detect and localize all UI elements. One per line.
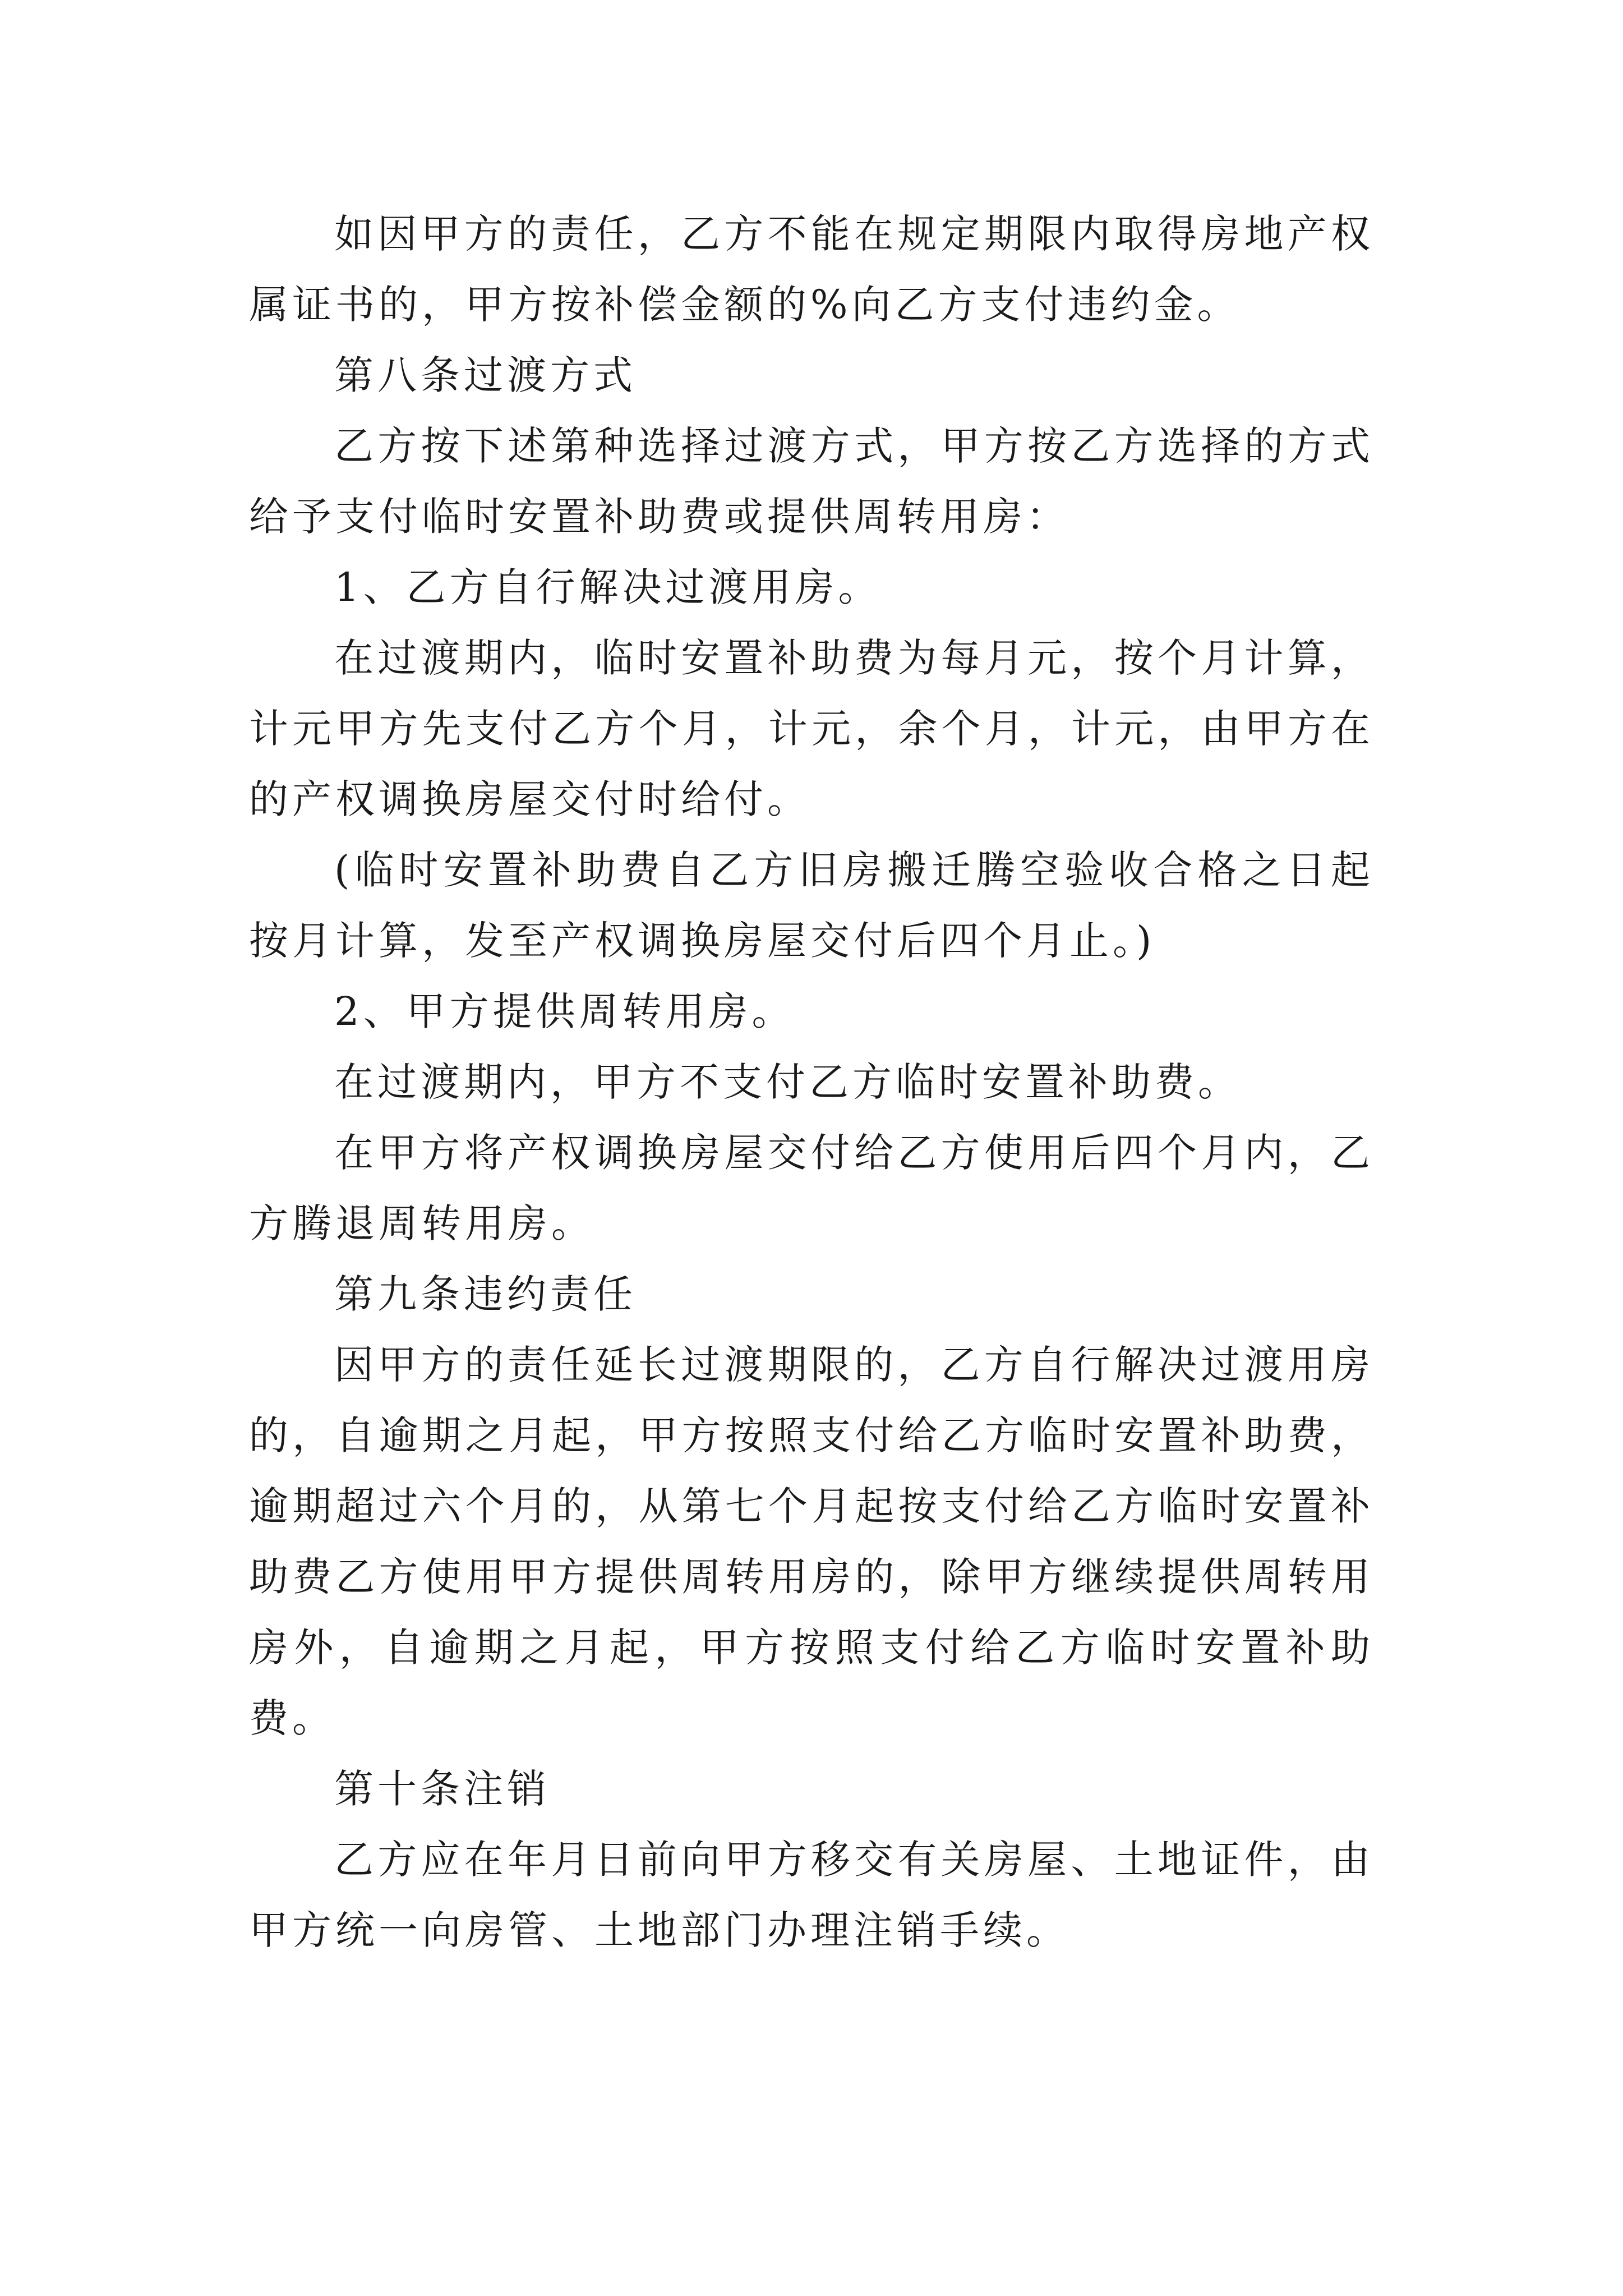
heading-article-9: 第九条违约责任 bbox=[334, 1271, 637, 1317]
paragraph-no-subsidy: 在过渡期内，甲方不支付乙方临时安置补助费。 bbox=[334, 1059, 1241, 1105]
paragraph-subsidy-amount: 在过渡期内，临时安置补助费为每月元，按个月计算，计元甲方先支付乙方个月，计元，余个月，计元，由甲方在的产权调换房屋交付时给付。 bbox=[249, 635, 1374, 822]
paragraph-cancellation: 乙方应在年月日前向甲方移交有关房屋、土地证件，由甲方统一向房管、土地部门办理注销手续。 bbox=[249, 1837, 1374, 1953]
paragraph-option-1: 1、乙方自行解决过渡用房。 bbox=[334, 564, 882, 610]
paragraph-vacate-housing: 在甲方将产权调换房屋交付给乙方使用后四个月内，乙方腾退周转用房。 bbox=[249, 1130, 1374, 1246]
heading-article-8: 第八条过渡方式 bbox=[334, 352, 637, 398]
paragraph-transition-choice: 乙方按下述第种选择过渡方式，甲方按乙方选择的方式给予支付临时安置补助费或提供周转用房： bbox=[249, 423, 1374, 540]
paragraph-penalty-certificate: 如因甲方的责任，乙方不能在规定期限内取得房地产权属证书的，甲方按补偿金额的%向乙方支付违约金。 bbox=[249, 211, 1374, 328]
paragraph-breach-liability: 因甲方的责任延长过渡期限的，乙方自行解决过渡用房的，自逾期之月起，甲方按照支付给乙方临时安置补助费，逾期超过六个月的，从第七个月起按支付给乙方临时安置补助费乙方使用甲方提供周转用房的，除甲方继续提供周转用房外，自逾期之月起，甲方按照支付给乙方临时安置补助费。 bbox=[249, 1342, 1374, 1741]
paragraph-subsidy-period: (临时安置补助费自乙方旧房搬迁腾空验收合格之日起按月计算，发至产权调换房屋交付后四个月止。) bbox=[249, 847, 1374, 964]
heading-article-10: 第十条注销 bbox=[334, 1766, 550, 1812]
paragraph-option-2: 2、甲方提供周转用房。 bbox=[334, 988, 795, 1034]
document-body bbox=[249, 199, 1374, 1966]
